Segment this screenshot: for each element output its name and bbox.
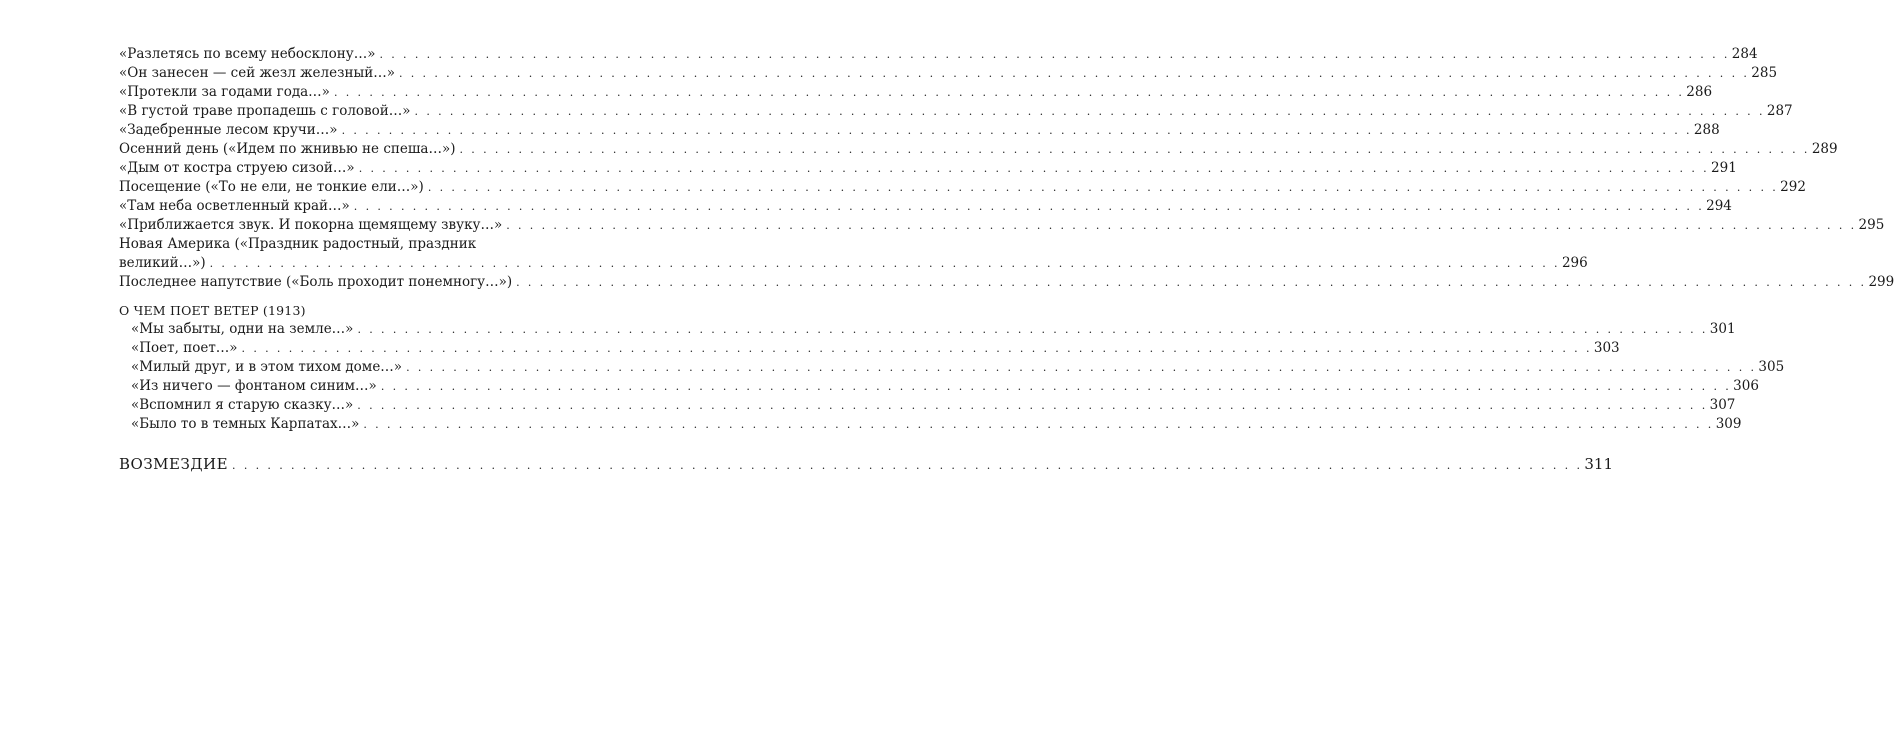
toc-page-number: 301 — [1709, 321, 1736, 337]
dot-leader — [359, 159, 1709, 178]
toc-entry[interactable] — [119, 178, 1806, 197]
dot-leader — [516, 273, 1866, 292]
toc-entry[interactable] — [119, 273, 1894, 292]
toc-entry-title: «Приближается звук. И покорна щемящему звуку…» — [119, 217, 503, 233]
section-heading: О ЧЕМ ПОЕТ ВЕТЕР (1913) — [119, 303, 306, 318]
toc-page-number: 285 — [1751, 65, 1778, 81]
toc-entry[interactable] — [119, 159, 1737, 178]
toc-entry-title: «Разлетясь по всему небосклону…» — [119, 46, 376, 62]
toc-entry-title: «Было то в темных Карпатах…» — [131, 416, 360, 432]
dot-leader — [334, 83, 1684, 102]
toc-entry-multiline[interactable] — [119, 235, 1588, 273]
toc-entry[interactable] — [119, 45, 1758, 64]
dot-leader — [354, 197, 1704, 216]
dot-leader — [460, 140, 1810, 159]
toc-entry[interactable] — [119, 216, 1885, 235]
dot-leader — [210, 254, 1560, 273]
toc-entry-title: «Мы забыты, одни на земле…» — [131, 321, 354, 337]
toc-page-number: 305 — [1758, 359, 1785, 375]
dot-leader — [381, 377, 1731, 396]
toc-entry[interactable] — [119, 64, 1778, 83]
section-entries — [119, 320, 1785, 434]
toc-page-number: 311 — [1584, 455, 1614, 473]
toc-entry[interactable] — [119, 140, 1838, 159]
toc-entry-title: ВОЗМЕЗДИЕ — [119, 455, 229, 473]
toc-entry-title-line1: Новая Америка («Праздник радостный, праздник — [119, 236, 477, 252]
table-of-contents — [119, 45, 1894, 476]
toc-entry-title: «Он занесен — сей жезл железный…» — [119, 65, 395, 81]
toc-entry-title: «Там неба осветленный край…» — [119, 198, 350, 214]
toc-entry-title: «Милый друг, и в этом тихом доме…» — [131, 359, 403, 375]
toc-entry[interactable] — [119, 339, 1620, 358]
toc-page-number: 284 — [1731, 46, 1758, 62]
toc-entry-title: Посещение («То не ели, не тонкие ели…») — [119, 179, 424, 195]
toc-page-number: 288 — [1693, 122, 1720, 138]
toc-page-number: 292 — [1780, 179, 1806, 195]
toc-entry[interactable] — [119, 121, 1720, 140]
dot-leader — [506, 216, 1856, 235]
dot-leader — [357, 396, 1707, 415]
toc-entry-title: «Вспомнил я старую сказку…» — [131, 397, 354, 413]
toc-page-number: 291 — [1711, 160, 1737, 176]
dot-leader — [415, 102, 1765, 121]
toc-entry[interactable] — [119, 358, 1785, 377]
toc-entry-title: Осенний день («Идем по жнивью не спеша…») — [119, 141, 456, 157]
toc-page-number: 294 — [1706, 198, 1732, 214]
toc-entry[interactable] — [119, 415, 1742, 434]
dot-leader — [232, 456, 1582, 476]
toc-entry[interactable] — [119, 102, 1793, 121]
final-section — [119, 454, 1614, 476]
dot-leader — [406, 358, 1756, 377]
toc-entry-major[interactable] — [119, 454, 1614, 476]
toc-page-number: 306 — [1733, 378, 1759, 394]
toc-entry-title-line2: великий…») — [119, 255, 206, 271]
dot-leader — [399, 64, 1749, 83]
dot-leader — [357, 320, 1707, 339]
toc-page-number: 299 — [1868, 274, 1894, 290]
dot-leader — [242, 339, 1592, 358]
toc-page-number: 303 — [1593, 340, 1620, 356]
toc-entry[interactable] — [119, 197, 1732, 216]
dot-leader — [428, 178, 1778, 197]
toc-page-number: 295 — [1858, 217, 1885, 233]
toc-entry-title: «Протекли за годами года…» — [119, 84, 330, 100]
toc-entry-title: «В густой траве пропадешь с головой…» — [119, 103, 411, 119]
toc-entry-title: «Задебренные лесом кручи…» — [119, 122, 338, 138]
toc-page-number: 286 — [1686, 84, 1713, 100]
dot-leader — [363, 415, 1713, 434]
toc-page-number: 307 — [1709, 397, 1736, 413]
toc-entry-title: «Поет, поет…» — [131, 340, 238, 356]
toc-page-number: 296 — [1561, 255, 1588, 271]
toc-entry[interactable] — [119, 377, 1759, 396]
toc-entry[interactable] — [119, 396, 1736, 415]
dot-leader — [379, 45, 1729, 64]
dot-leader — [342, 121, 1692, 140]
toc-entry[interactable] — [119, 83, 1713, 102]
toc-entry-title: Последнее напутствие («Боль проходит понемногу…») — [119, 274, 513, 290]
toc-entry-title: «Из ничего — фонтаном синим…» — [131, 378, 377, 394]
toc-entry-title: «Дым от костра струею сизой…» — [119, 160, 355, 176]
toc-page-number: 309 — [1715, 416, 1742, 432]
toc-page-number: 287 — [1766, 103, 1793, 119]
toc-page-number: 289 — [1811, 141, 1838, 157]
toc-entry[interactable] — [119, 320, 1736, 339]
